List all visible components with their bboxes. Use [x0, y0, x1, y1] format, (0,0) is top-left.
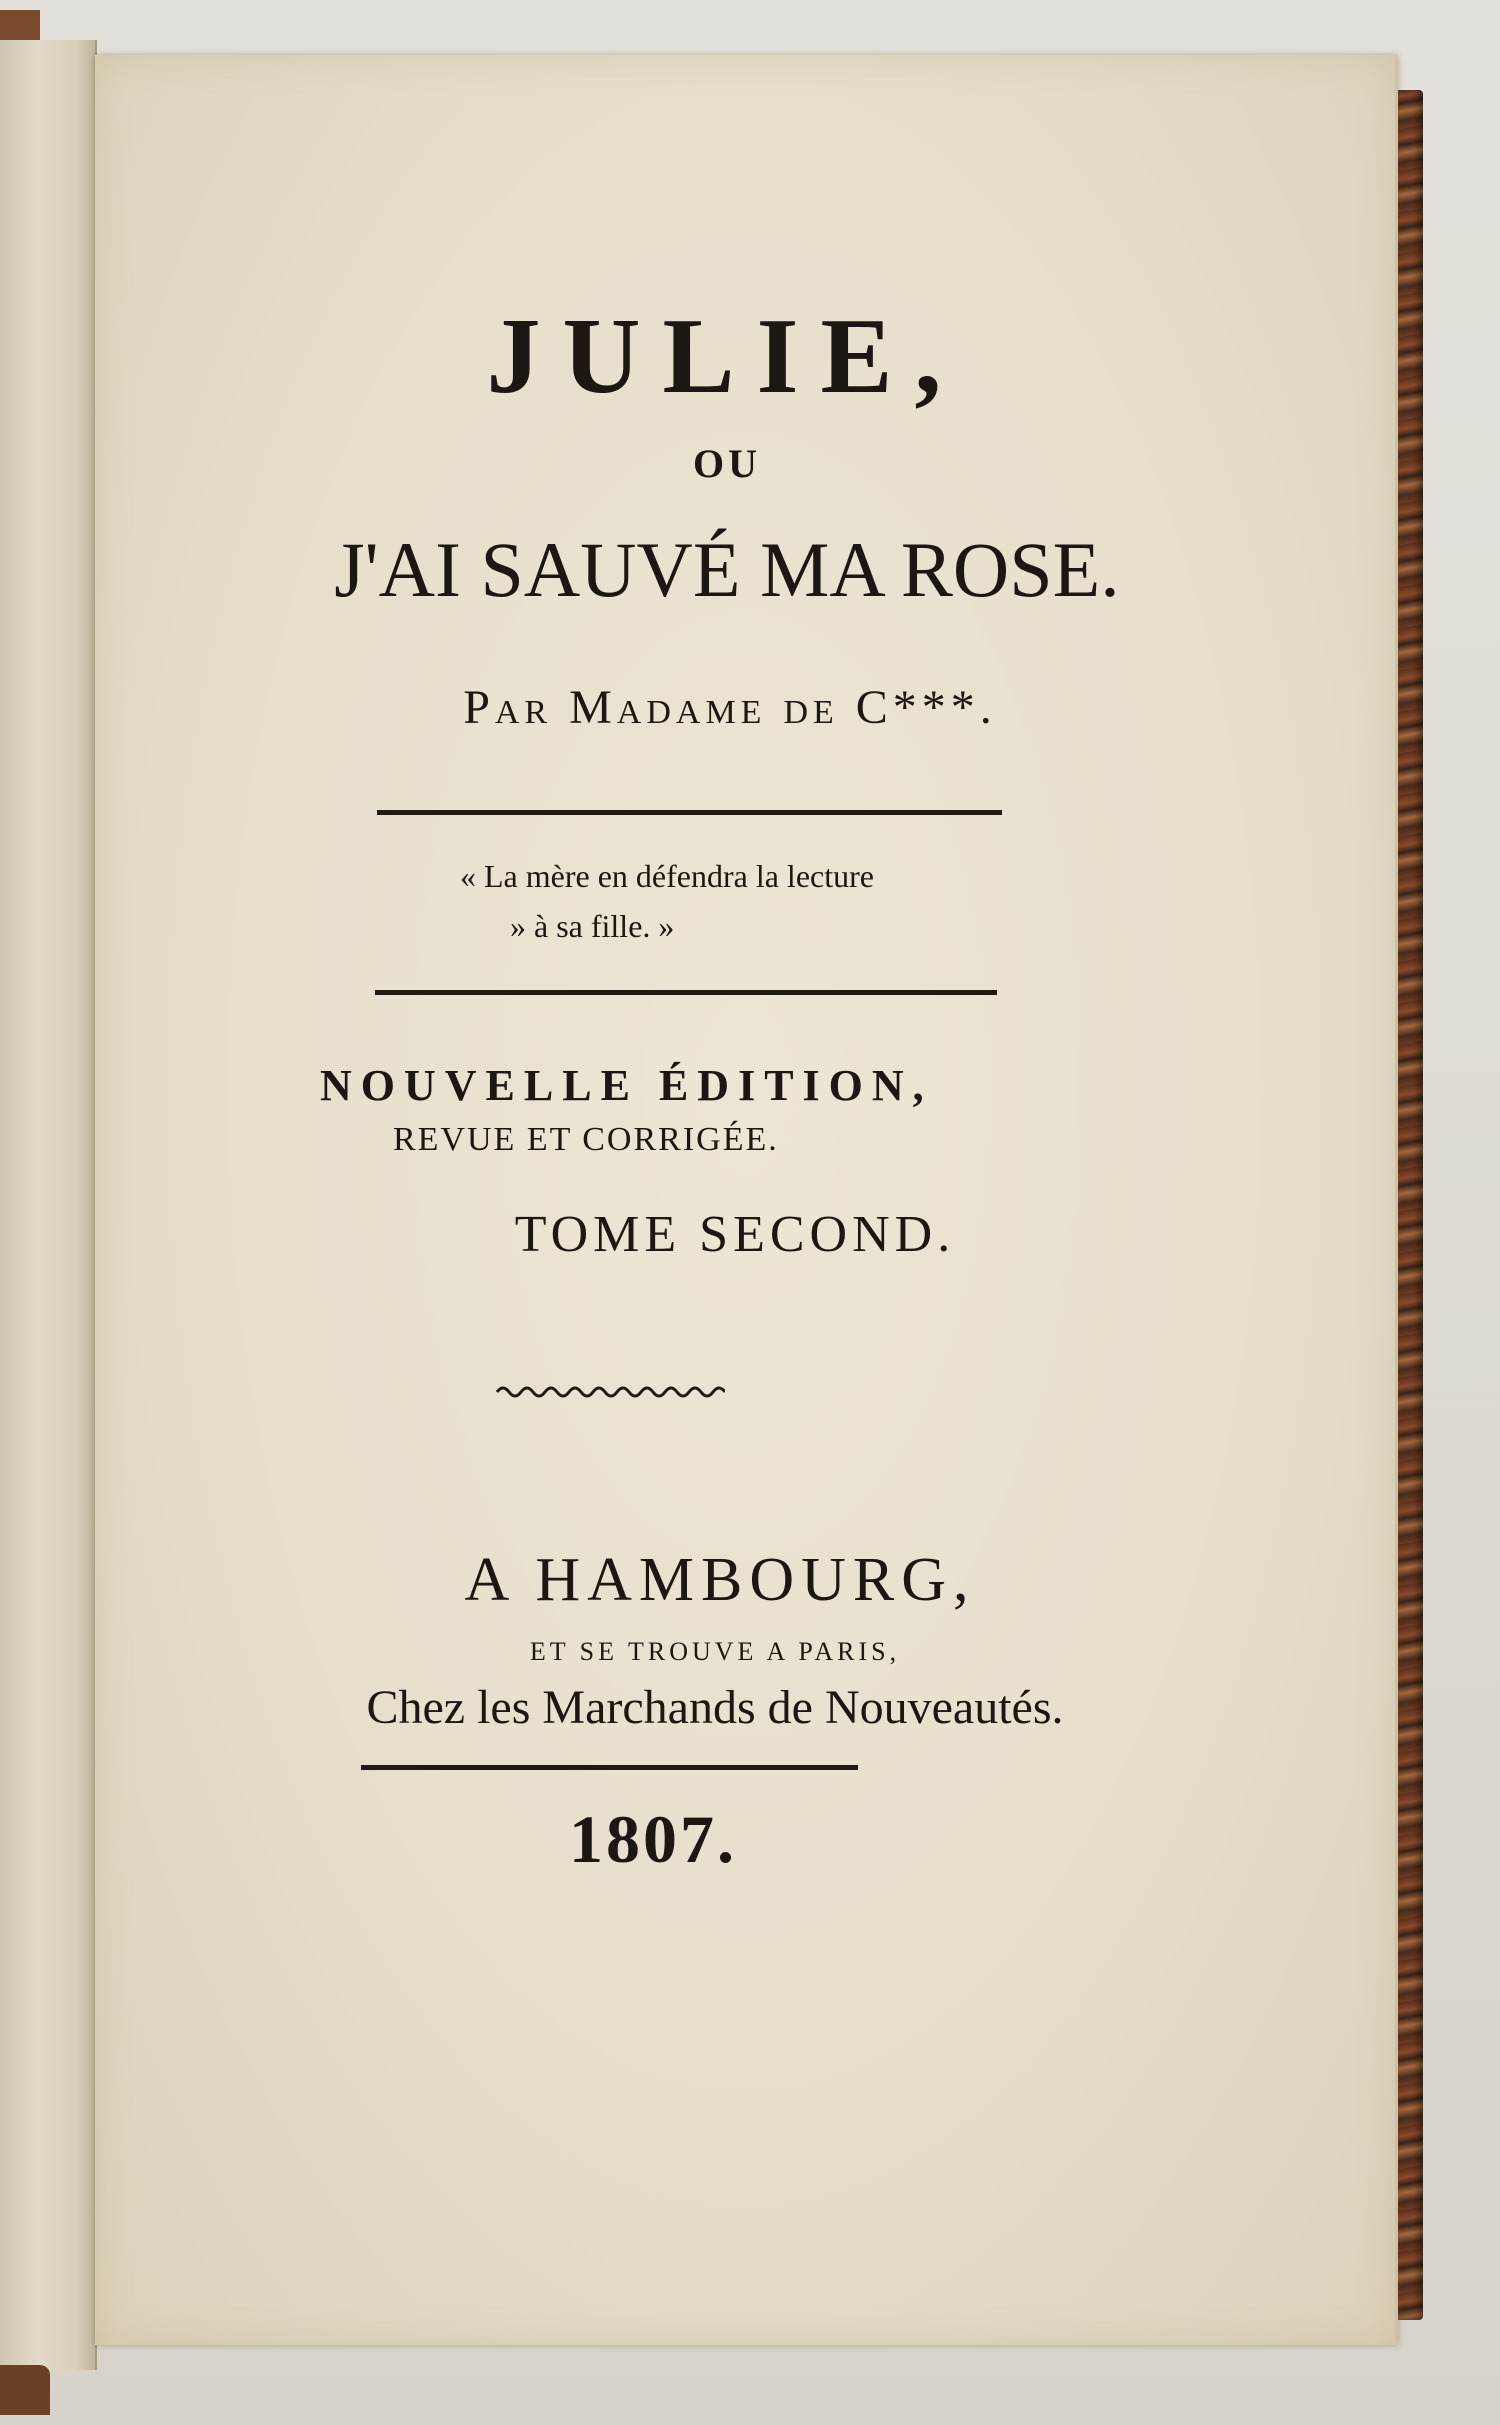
left-cover-corner-bottom [0, 2365, 50, 2415]
book-subtitle: J'AI SAUVÉ MA ROSE. [334, 526, 1120, 613]
imprint-also-found: ET SE TROUVE A PARIS, [529, 1637, 901, 1666]
author-line: Par Madame de C***. [463, 681, 997, 734]
epigraph-line-2: » à sa fille. » [510, 908, 675, 944]
volume-line: TOME SECOND. [514, 1206, 956, 1263]
revision-line: REVUE ET CORRIGÉE. [393, 1121, 779, 1158]
book-title: JULIE, [486, 297, 964, 416]
epigraph-line-1: « La mère en défendra la lecture [460, 858, 874, 894]
title-page [95, 55, 1398, 2345]
imprint-place: A HAMBOURG, [464, 1546, 976, 1614]
divider-rule-bottom [361, 1765, 858, 1770]
edition-line: NOUVELLE ÉDITION, [320, 1061, 933, 1110]
divider-rule-middle [375, 990, 997, 995]
imprint-year: 1807. [569, 1801, 737, 1877]
divider-rule-top [377, 810, 1002, 815]
title-connector: OU [693, 441, 761, 486]
ornament-squiggle-icon [495, 1380, 725, 1400]
imprint-seller: Chez les Marchands de Nouveautés. [366, 1681, 1064, 1734]
